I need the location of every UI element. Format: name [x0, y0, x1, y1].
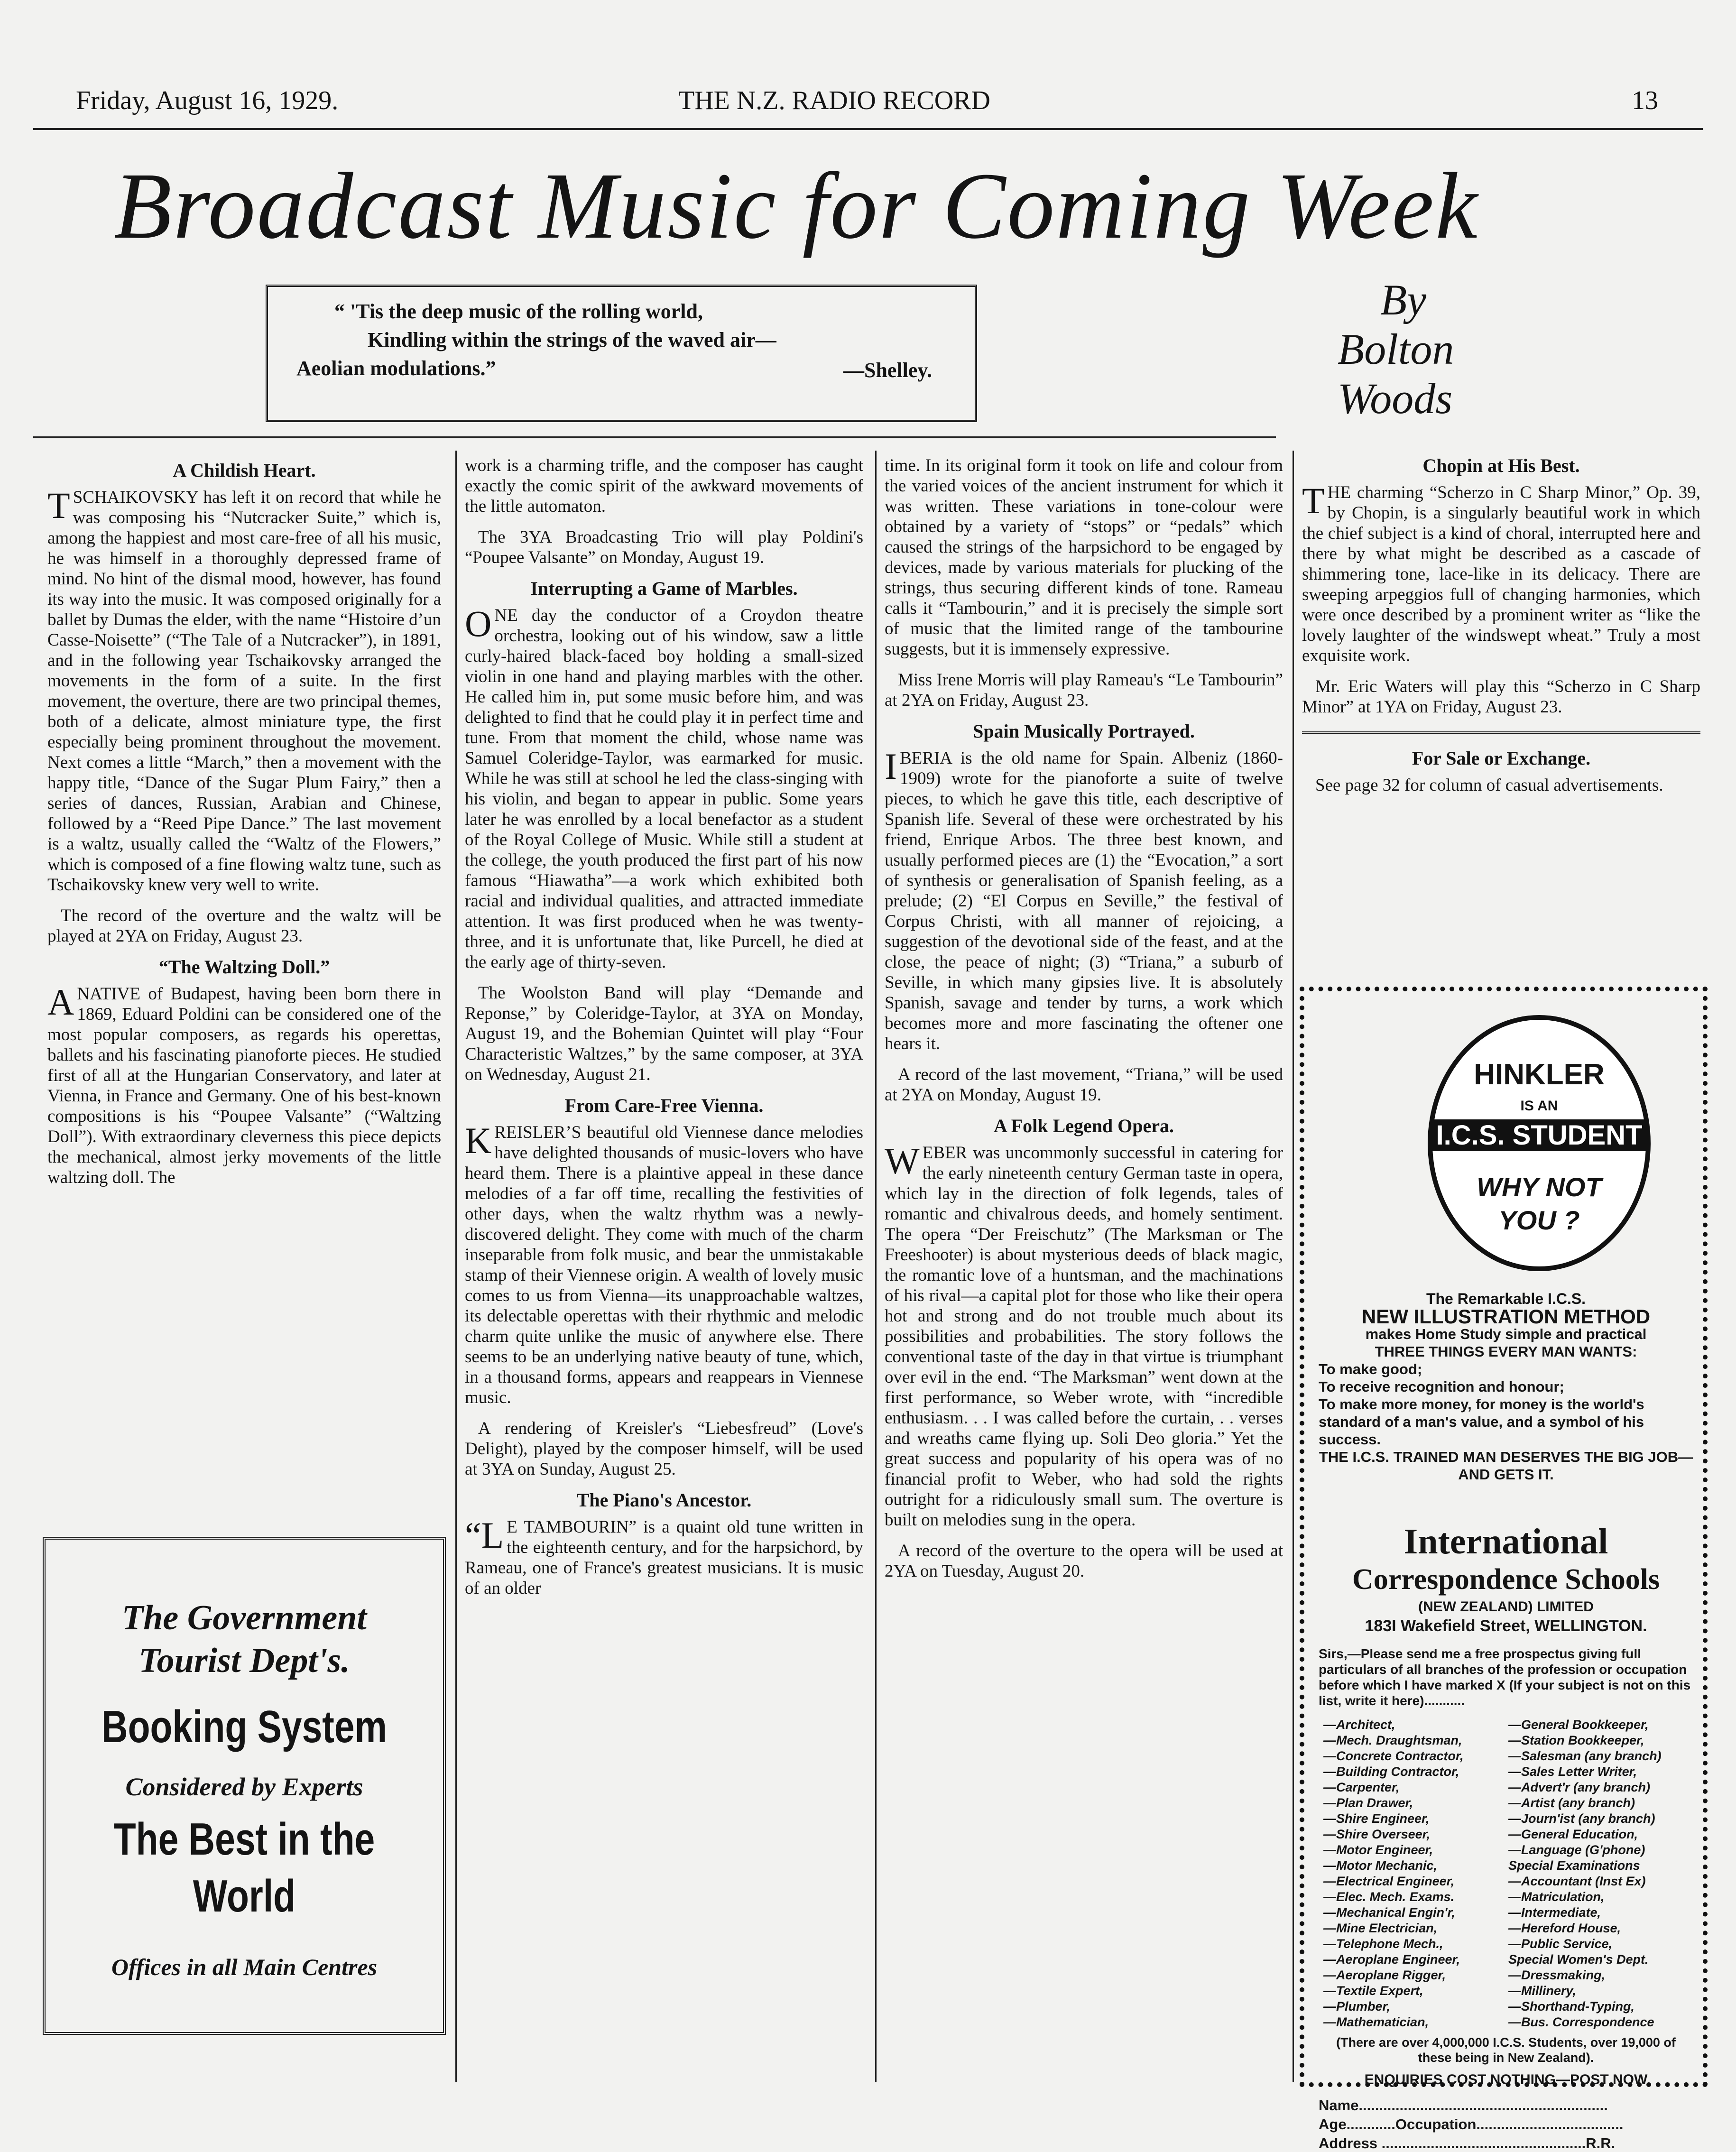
byline-name-2: Woods: [1338, 374, 1452, 423]
column-1: [47, 460, 441, 1198]
course-row: [1323, 1764, 1693, 1780]
ics-text: THE I.C.S. TRAINED MAN DESERVES THE BIG JOB—AND GETS IT.: [1319, 1449, 1693, 1483]
section-heading: For Sale or Exchange.: [1412, 748, 1591, 769]
course-option[interactable]: —Telephone Mech.,: [1323, 1937, 1443, 1951]
quote-attribution: —Shelley.: [843, 359, 932, 382]
ics-enquiries: ENQUIRIES COST NOTHING—POST NOW: [1364, 2072, 1648, 2087]
paragraph: THE charming “Scherzo in C Sharp Minor,” Op. 39, by Chopin, is a singularly beautiful work in which the chief subject is a kind of choral, interrupted here and there by what might be described as a cascade of shimmering tone, lace-like in its delicacy. There are sweeping arpeggios full of changing harmonies, which were once described by a prominent writer as “like the lovely laughter of the windswept wheat.” Truly a most exquisite work.: [1302, 480, 1700, 665]
course-row: [1323, 1999, 1693, 2014]
course-option[interactable]: —Shire Overseer,: [1323, 1827, 1431, 1841]
course-row: [1323, 1874, 1693, 1889]
paragraph: work is a charming trifle, and the composer has caught exactly the comic spirit of the awkward movements of the little automaton.: [465, 456, 863, 516]
advert-line: Offices in all Main Centres: [111, 1954, 378, 1980]
course-option[interactable]: —Station Bookkeeper,: [1508, 1733, 1644, 1747]
ics-text: makes Home Study simple and practical: [1365, 1326, 1647, 1342]
paragraph: See page 32 for column of casual advertisements.: [1315, 776, 1663, 795]
course-option[interactable]: —Mathematician,: [1323, 2015, 1429, 2029]
ics-text: To make more money, for money is the world's standard of a man's value, and a symbol of his success.: [1319, 1396, 1644, 1448]
course-option[interactable]: —Matriculation,: [1508, 1890, 1605, 1904]
course-row: [1323, 1717, 1693, 1733]
course-row: [1323, 1905, 1693, 1921]
course-option[interactable]: —Aeroplane Engineer,: [1323, 1952, 1460, 1967]
paragraph: A record of the overture to the opera will be used at 2YA on Tuesday, August 20.: [885, 1541, 1283, 1581]
advert-line: World: [193, 1871, 296, 1921]
course-row: [1323, 1889, 1693, 1905]
course-option[interactable]: —Millinery,: [1508, 1984, 1577, 1998]
section-rule: [33, 436, 1276, 438]
ics-students-note: (There are over 4,000,000 I.C.S. Students, over 19,000 of these being in New Zealand).: [1336, 2035, 1676, 2065]
tourist-dept-advert: [43, 1537, 446, 2035]
paragraph: KREISLER’S beautiful old Viennese dance melodies have delighted thousands of music-lovers who have heard them. There is a plaintive appeal in these dance melodies of a far off time, recalling the festivities of other days, when the waltz rhythm was a newly-discovered delight. They come with much of the charm inseparable from folk music, and bear the unmistakable stamp of their Viennese origin. A wealth of lovely music comes to us from Vienna—its unapproachable waltzes, its delectable operettas with their rhythmic and melodic charm quite unlike the music of anywhere else. There seems to be an underlying native beauty of tune, which, in a thousand forms, appears and reappears in Viennese music.: [465, 1120, 863, 1407]
header-page-number: 13: [1632, 86, 1658, 115]
course-option[interactable]: —Building Contractor,: [1323, 1764, 1459, 1779]
course-row: [1323, 1811, 1693, 1827]
header-rule: [33, 128, 1703, 130]
paragraph: The 3YA Broadcasting Trio will play Poldini's “Poupee Valsante” on Monday, August 19.: [465, 527, 863, 567]
paragraph: WEBER was uncommonly successful in catering for the early nineteenth century German taste in opera, which lay in the direction of folk legends, tales of romantic and chivalrous deeds, and homely sentiment. The opera “Der Freischutz” (The Marksman or The Freeshooter) is about mysterious deeds of black magic, the romantic love of a huntsman, and the machinations of his rival—a capital plot for those who like their opera hot and strong and do not trouble much about its possibilities and probabilities. The story follows the conventional taste of the day in that virtue is triumphant over evil in the end. “The Marksman” went down at the first performance, so Weber wrote, with “incredible enthusiasm. . . I was called before the curtain, . . verses and wreaths came flying up. Soli Deo gloria.” Yet the great success and popularity of his opera was of no financial profit to Weber, who had sold the rights outright for a ridiculously small sum. The overture is built on melodies sung in the opera.: [885, 1140, 1283, 1530]
paragraph: time. In its original form it took on life and colour from the varied voices of the ancient instrument for which it was written. These variations in tone-colour were obtained by a variety of “stops” or “pedals” which caused the strings of the harpsichord to be engaged by devices, made by various materials for plucking of the strings, thus securing different kinds of tone. Rameau calls it “Tambourin,” and it is precisely the simple sort of music that the limited range of the tambourine suggests, but it is immensely expressive.: [885, 456, 1283, 659]
course-option[interactable]: —Architect,: [1323, 1718, 1395, 1732]
ics-school-line: (NEW ZEALAND) LIMITED: [1418, 1599, 1594, 1615]
badge-line: YOU ?: [1498, 1205, 1580, 1235]
header-date: Friday, August 16, 1929.: [76, 86, 339, 115]
course-option[interactable]: —Sales Letter Writer,: [1508, 1764, 1637, 1779]
advert-line: Tourist Dept's.: [139, 1641, 350, 1680]
ics-body: [1319, 1290, 1693, 1483]
paragraph: The record of the overture and the waltz will be played at 2YA on Friday, August 23.: [47, 906, 441, 946]
course-option[interactable]: —General Bookkeeper,: [1508, 1718, 1649, 1732]
ics-text: To receive recognition and honour;: [1319, 1378, 1564, 1395]
paragraph: TSCHAIKOVSKY has left it on record that while he was composing his “Nutcracker Suite,” which is, among the happiest and most care-free of all his music, he was himself in a thoroughly depressed frame of mind. No hint of the dismal mood, however, has found its way into the music. It was composed originally for a ballet by Dumas the elder, with the name “Histoire d’un Casse-Noisette” (“The Tale of a Nutcracker”), in 1891, and in the following year Tschaikovsky arranged the movements in the form of a suite. In the first movement, the overture, there are two principal themes, both of a delicate, almost miniature type, the first especially being prominent throughout the movement. Next comes a little “March,” then a movement with the happy title, “Dance of the Sugar Plum Fairy,” then a series of dances, Russian, Arabian and Chinese, followed by a “Reed Pipe Dance.” The last movement is a waltz, usually called the “Waltz of the Flowers,” which is composed of a fine flowing waltz tune, such as Tschaikovsky knew very well to write.: [47, 485, 441, 895]
course-option[interactable]: —Shire Engineer,: [1323, 1811, 1430, 1826]
column-3: [885, 455, 1283, 1592]
section-heading: A Folk Legend Opera.: [993, 1115, 1174, 1136]
quote-line: “ 'Tis the deep music of the rolling world,: [334, 300, 703, 323]
course-option[interactable]: —Aeroplane Rigger,: [1323, 1968, 1446, 1982]
badge-line: IS AN: [1520, 1098, 1558, 1114]
byline-name-1: Bolton: [1338, 325, 1454, 373]
coupon-age-field[interactable]: Age............Occupation....................................: [1319, 2116, 1624, 2133]
course-option[interactable]: —Mine Electrician,: [1323, 1921, 1438, 1935]
course-option[interactable]: —Motor Mechanic,: [1323, 1858, 1438, 1873]
course-option[interactable]: —Plumber,: [1323, 1999, 1391, 2013]
quote-line: Kindling within the strings of the waved air—: [368, 328, 776, 351]
byline-by: By: [1380, 276, 1427, 324]
course-row: [1323, 2014, 1693, 2030]
paragraph: ANATIVE of Budapest, having been born there in 1869, Eduard Poldini can be considered one of the most popular composers, as regards his operettas, ballets and his fascinating pianoforte pieces. He studied first of all at the Hungarian Conservatory, and later at Vienna, in France and Germany. One of his best-known compositions is his “Poupee Valsante” (“Waltzing Doll”). With extraordinary cleverness this piece depicts the mechanical, almost jerky movements of the little waltzing doll. The: [47, 981, 441, 1187]
course-option[interactable]: —Accountant (Inst Ex): [1508, 1874, 1646, 1888]
section-heading: “The Waltzing Doll.”: [158, 956, 330, 978]
column-rule: [455, 451, 457, 2082]
paragraph: A rendering of Kreisler's “Liebesfreud” (Love's Delight), played by the composer himself, will be used at 3YA on Sunday, August 25.: [465, 1419, 863, 1479]
course-option[interactable]: —Salesman (any branch): [1508, 1749, 1662, 1763]
ics-coupon-intro: Sirs,—Please send me a free prospectus giving full particulars of all branches of the profession or occupation before which I have marked X (If your subject is not on this list, write it here)...........: [1319, 1646, 1691, 1708]
badge-line: WHY NOT: [1477, 1172, 1602, 1202]
course-option[interactable]: —Dressmaking,: [1508, 1968, 1606, 1982]
section-heading: Interrupting a Game of Marbles.: [530, 578, 798, 599]
ics-school-line: International: [1404, 1522, 1608, 1561]
section-heading: Spain Musically Portrayed.: [973, 720, 1195, 742]
paragraph: IBERIA is the old name for Spain. Albeniz (1860-1909) wrote for the pianoforte a suite of twelve pieces, to which he gave this title, each descriptive of Spanish life. Several of these were orchestrated by his friend, Enrique Arbos. The three best known, and usually performed pieces are (1) the “Evocation,” a sort of synthesis or generalisation of Spanish feeling, as a prelude; (2) “El Corpus en Seville,” the festival of Corpus Christi, with all manner of rejoicing, a suggestion of the devotional side of the feast, and at the close, the peace of night; (3) “Triana,” a suburb of Seville, in which many gipsies live. It is absolutely Spanish, savage and tender by turns, a work which becomes more and more fascinating the oftener one hears it.: [885, 746, 1283, 1053]
paragraph: ONE day the conductor of a Croydon theatre orchestra, looking out of his window, saw a little curly-haired black-faced boy holding a small-sized violin in one hand and playing marbles with the other. He called him in, put some music before him, and was delighted to find that he could play it in perfect time and tune. From that moment the child, whose name was Samuel Coleridge-Taylor, was earmarked for music. While he was still at school he led the class-singing with his violin, and began to appear in public. Some years later he was enrolled by a local benefactor as a student of the Royal College of Music. While still a student at the college, the youth produced the first part of his now famous “Hiawatha”—a work which exhibited both racial and individual qualities, and attracted immediate attention. It was first produced when he was twenty-three, and it is unfortunate that, like Purcell, he died at the early age of thirty-seven.: [465, 603, 863, 972]
section-heading: A Childish Heart.: [173, 460, 316, 481]
paragraph: Mr. Eric Waters will play this “Scherzo in C Sharp Minor” at 1YA on Friday, August 23.: [1302, 677, 1700, 717]
coupon-address-field[interactable]: Address ..................................................R.R.: [1319, 2135, 1616, 2152]
badge-line: I.C.S. STUDENT: [1432, 1119, 1646, 1151]
course-row: [1323, 1983, 1693, 1999]
divider: [1302, 731, 1700, 734]
ics-school-line: Correspondence Schools: [1352, 1563, 1660, 1596]
course-option[interactable]: —Electrical Engineer,: [1323, 1874, 1455, 1888]
ics-course-list: [1323, 1717, 1693, 2030]
ics-text: The Remarkable I.C.S.: [1426, 1290, 1586, 1307]
course-option[interactable]: —Intermediate,: [1508, 1905, 1601, 1920]
course-option[interactable]: —Plan Drawer,: [1323, 1796, 1413, 1810]
ics-text: NEW ILLUSTRATION METHOD: [1361, 1305, 1651, 1328]
column-2: [465, 455, 863, 1609]
advert-line: Considered by Experts: [125, 1773, 363, 1801]
ics-school-name: [1319, 1523, 1693, 1636]
course-option[interactable]: —Shorthand-Typing,: [1508, 1999, 1634, 2013]
course-option[interactable]: —Public Service,: [1508, 1937, 1613, 1951]
paragraph: “LE TAMBOURIN” is a quaint old tune written in the eighteenth century, and for the harpsichord, by Rameau, one of France's greatest musicians. It is music of an older: [465, 1515, 863, 1598]
badge-line: HINKLER: [1474, 1058, 1605, 1091]
course-option[interactable]: —Mechanical Engin'r,: [1323, 1905, 1455, 1920]
paragraph: Miss Irene Morris will play Rameau's “Le Tambourin” at 2YA on Friday, August 23.: [885, 670, 1283, 710]
course-row: [1323, 1842, 1693, 1858]
section-heading: Chopin at His Best.: [1422, 455, 1580, 476]
course-row: [1323, 1921, 1693, 1936]
course-row: [1323, 1858, 1693, 1874]
quote-line: Aeolian modulations.”: [296, 357, 496, 380]
hinkler-badge: [1428, 1015, 1651, 1271]
section-heading: From Care-Free Vienna.: [564, 1095, 764, 1116]
quote-box: [266, 285, 977, 422]
coupon-name-field[interactable]: Name.............................................................: [1319, 2097, 1608, 2114]
course-option[interactable]: —Motor Engineer,: [1323, 1843, 1433, 1857]
paragraph: The Woolston Band will play “Demande and Reponse,” by Coleridge-Taylor, at 3YA on Monday, August 19, and the Bohemian Quintet will play “Four Characteristic Waltzes,” by the same composer, at 3YA on Wednesday, August 21.: [465, 983, 863, 1084]
paragraph: A record of the last movement, “Triana,” will be used at 2YA on Monday, August 19.: [885, 1065, 1283, 1105]
course-row: [1323, 1748, 1693, 1764]
course-option[interactable]: —Hereford House,: [1508, 1921, 1621, 1935]
course-row: [1323, 1827, 1693, 1842]
course-option[interactable]: Special Examinations: [1508, 1858, 1640, 1873]
column-4: [1302, 455, 1700, 806]
column-rule: [875, 451, 877, 2082]
advert-line: The Best in the: [113, 1814, 375, 1865]
course-row: [1323, 1733, 1693, 1748]
page-title: Broadcast Music for Coming Week: [114, 154, 1479, 259]
course-option[interactable]: —Language (G'phone): [1508, 1843, 1645, 1857]
advert-line: The Government: [122, 1598, 367, 1637]
ics-address: 183I Wakefield Street, WELLINGTON.: [1365, 1617, 1647, 1635]
course-row: [1323, 1952, 1693, 1967]
course-row: [1323, 1967, 1693, 1983]
course-option[interactable]: —Advert'r (any branch): [1508, 1780, 1650, 1794]
section-heading: The Piano's Ancestor.: [576, 1489, 752, 1511]
course-row: [1323, 1936, 1693, 1952]
course-option[interactable]: —Carpenter,: [1323, 1780, 1400, 1794]
course-option[interactable]: —General Education,: [1508, 1827, 1638, 1841]
course-option[interactable]: Special Women's Dept.: [1508, 1952, 1649, 1967]
course-option[interactable]: —Mech. Draughtsman,: [1323, 1733, 1462, 1747]
course-option[interactable]: —Textile Expert,: [1323, 1984, 1423, 1998]
advert-line: Booking System: [102, 1701, 387, 1752]
ics-advert: [1300, 987, 1708, 2152]
course-row: [1323, 1795, 1693, 1811]
course-option[interactable]: —Journ'ist (any branch): [1508, 1811, 1655, 1826]
course-row: [1323, 1780, 1693, 1795]
ics-text: THREE THINGS EVERY MAN WANTS:: [1375, 1343, 1637, 1360]
course-option[interactable]: —Bus. Correspondence: [1508, 2015, 1654, 2029]
course-option[interactable]: —Artist (any branch): [1508, 1796, 1635, 1810]
course-option[interactable]: —Elec. Mech. Exams.: [1323, 1890, 1455, 1904]
course-option[interactable]: —Concrete Contractor,: [1323, 1749, 1464, 1763]
column-rule: [1293, 451, 1294, 2082]
header-publication: THE N.Z. RADIO RECORD: [678, 86, 990, 115]
ics-text: To make good;: [1319, 1361, 1422, 1377]
byline: [1338, 275, 1454, 423]
